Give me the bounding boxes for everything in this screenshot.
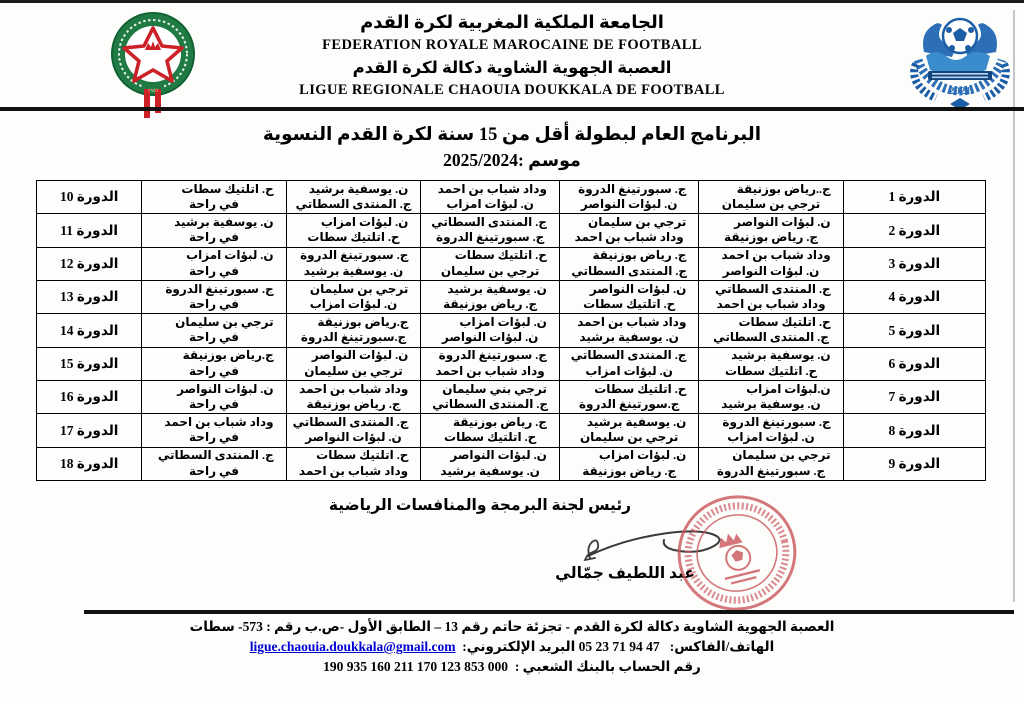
- match-cell: [286, 214, 421, 247]
- round-number-right: الدورة 2: [843, 214, 985, 247]
- away-team: وداد شباب بن احمد: [716, 297, 826, 312]
- away-team: ج. رياض بوزنيقة: [443, 297, 538, 312]
- home-team: ن. لبؤات امزاب: [320, 214, 409, 229]
- rest-label: في راحة: [189, 263, 239, 278]
- away-team: ترجي بن سليمان: [304, 363, 403, 378]
- rest-label: في راحة: [189, 297, 239, 312]
- home-team: ج. سبورتينغ الدروة: [438, 348, 547, 363]
- away-team: ج. رياض بوزنيقة: [724, 230, 819, 245]
- round-number-left: الدورة 14: [37, 314, 142, 347]
- rest-label: في راحة: [189, 363, 239, 378]
- table-row: [37, 181, 986, 214]
- match-cell: [699, 181, 843, 214]
- home-team: ترجي بن سليمان: [587, 214, 687, 229]
- match-cell: [286, 414, 421, 447]
- phone-number: 05 23 71 94 47: [578, 639, 660, 654]
- home-team: ن. لبؤات النواصر: [589, 281, 687, 296]
- away-team: وداد شباب بن احمد: [574, 230, 684, 245]
- document-title: البرنامج العام لبطولة أقل من 15 سنة لكرة القدم النسوية: [262, 125, 762, 145]
- header-divider: [0, 107, 1024, 111]
- footer-address: العصبة الجهوية الشاوية دكالة لكرة القدم - تجزئة حاتم رقم 13 – الطابق الأول -ص.ب رقم : 573- سطات: [189, 619, 835, 634]
- match-cell: [559, 214, 699, 247]
- home-team: ترجي بن سليمان: [732, 448, 831, 463]
- match-cell: [286, 314, 421, 347]
- phone-label: الهاتف/الفاكس:: [669, 639, 775, 654]
- home-team: ج. المنتدى السطاتي: [714, 281, 831, 296]
- home-team: ح. اتلتيك سطات: [738, 314, 831, 329]
- round-number-left: الدورة 15: [37, 347, 142, 380]
- away-team: ج.سورتينغ الدروة: [578, 397, 680, 412]
- match-cell: [699, 447, 843, 480]
- home-team: ج. المنتدى السطاتي: [431, 214, 547, 229]
- home-team: وداد شباب بن احمد: [299, 381, 409, 396]
- logo-year: 2021: [949, 85, 971, 97]
- away-team: ح. اتلتيك سطات: [724, 363, 818, 378]
- away-team: ن. لبؤات النواصر: [580, 197, 678, 212]
- away-team: ج. المنتدى السطاتي: [571, 263, 688, 278]
- away-team: ح. اتلتيك سطات: [583, 297, 676, 312]
- email-label: البريد الإلكتروني:: [462, 639, 576, 654]
- home-team: وداد شباب بن احمد: [437, 181, 547, 196]
- match-cell: [559, 380, 699, 413]
- rest-cell: [142, 347, 286, 380]
- resting-team: ج. سبورتينغ الدروة: [165, 281, 274, 296]
- home-team: ج. المنتدى السطاتي: [292, 414, 409, 429]
- match-cell: [286, 181, 421, 214]
- resting-team: ن. لبؤات النواصر: [177, 381, 274, 396]
- away-team: ج. سبورتينغ الدروة: [436, 230, 545, 245]
- away-team: ن. لبؤات النواصر: [305, 430, 402, 445]
- home-team: ج. سبورتينغ الدروة: [578, 181, 687, 196]
- home-team: ح. اتلتيك سطات: [316, 448, 409, 463]
- match-cell: [421, 280, 560, 313]
- footer-contacts: [0, 639, 1024, 655]
- away-team: ترجي بن سليمان: [579, 430, 679, 445]
- season-subtitle: موسم :2025/2024: [443, 150, 581, 170]
- away-team: ترجي بن سليمان: [440, 263, 540, 278]
- home-team: ن. يوسفية برشيد: [731, 348, 831, 363]
- rest-cell: [142, 447, 286, 480]
- away-team: ن. لبؤات النواصر: [441, 330, 539, 345]
- match-cell: [699, 280, 843, 313]
- match-cell: [559, 447, 699, 480]
- table-row: [37, 280, 986, 313]
- round-number-left: الدورة 13: [37, 280, 142, 313]
- table-row: [37, 314, 986, 347]
- home-team: ن. يوسفية برشيد: [586, 414, 687, 429]
- round-number-right: الدورة 8: [843, 414, 985, 447]
- email-link[interactable]: ligue.chaouia.doukkala@gmail.com: [249, 639, 456, 654]
- match-cell: [699, 414, 843, 447]
- away-team: ج. المنتدى السطاتي: [713, 330, 829, 345]
- match-cell: [421, 181, 560, 214]
- match-cell: [559, 280, 699, 313]
- away-team: ح. اتلتيك سطات: [307, 230, 400, 245]
- rest-label: في راحة: [189, 230, 239, 245]
- match-cell: [699, 247, 843, 280]
- match-cell: [559, 347, 699, 380]
- rest-cell: [142, 314, 286, 347]
- match-cell: [286, 247, 421, 280]
- away-team: ج. المنتدى السطاتي: [295, 197, 412, 212]
- match-cell: [559, 181, 699, 214]
- resting-team: ح. اتلتيك سطات: [181, 181, 274, 196]
- rest-cell: [142, 214, 286, 247]
- away-team: ج. المنتدى السطاتي: [432, 397, 548, 412]
- match-cell: [286, 347, 421, 380]
- round-number-right: الدورة 1: [843, 181, 985, 214]
- footer-divider: [84, 610, 1014, 614]
- match-cell: [286, 447, 421, 480]
- away-team: ج.سبورتينغ الدروة: [300, 330, 407, 345]
- away-team: ترجي بن سليمان: [721, 197, 821, 212]
- rest-label: في راحة: [189, 463, 239, 478]
- match-cell: [421, 447, 560, 480]
- rest-cell: [142, 247, 286, 280]
- round-number-right: الدورة 7: [843, 380, 985, 413]
- resting-team: وداد شباب بن احمد: [164, 414, 274, 429]
- home-team: ن. لبؤات امزاب: [598, 448, 687, 463]
- home-team: ج. سبورتينغ الدروة: [722, 414, 831, 429]
- match-cell: [286, 380, 421, 413]
- rest-cell: [142, 414, 286, 447]
- round-number-left: الدورة 10: [37, 181, 142, 214]
- account-label: رقم الحساب بالبنك الشعبي :: [514, 659, 701, 674]
- home-team: ج. رياض بوزنيقة: [592, 248, 687, 263]
- away-team: وداد شباب بن احمد: [298, 463, 409, 478]
- round-number-left: الدورة 18: [37, 447, 142, 480]
- home-team: ن.لبؤات امزاب: [746, 381, 831, 396]
- federation-title-arabic: الجامعة الملكية المغربية لكرة القدم: [360, 12, 664, 32]
- home-team: ن. لبؤات امزاب: [459, 314, 547, 329]
- match-cell: [421, 314, 560, 347]
- away-team: ن. لبؤات امزاب: [727, 430, 815, 445]
- home-team: ن. يوسفية برشيد: [308, 181, 409, 196]
- resting-team: ن. لبؤات امزاب: [186, 248, 274, 263]
- away-team: ج. سبورتينغ الدروة: [716, 463, 826, 478]
- home-team: ح. اتلتيك سطات: [594, 381, 687, 396]
- rest-label: في راحة: [189, 397, 239, 412]
- round-number-right: الدورة 5: [843, 314, 985, 347]
- home-team: ج. سبورتينغ الدروة: [300, 248, 409, 263]
- round-number-right: الدورة 6: [843, 347, 985, 380]
- home-team: ج. المنتدى السطاتي: [570, 348, 687, 363]
- home-team: ج.رياض بوزنيقة: [317, 314, 409, 329]
- home-team: وداد شباب بن احمد: [721, 248, 831, 263]
- away-team: وداد شباب بن احمد: [435, 363, 545, 378]
- match-cell: [559, 247, 699, 280]
- match-cell: [559, 414, 699, 447]
- committee-title: رئيس لجنة البرمجة والمنافسات الرياضية: [328, 497, 632, 514]
- away-team: ن. يوسفية برشيد: [721, 397, 821, 412]
- home-team: ج..رياض بوزنيقة: [736, 181, 831, 196]
- table-row: [37, 347, 986, 380]
- official-stamp: [674, 492, 800, 614]
- signatory-name: عبد اللطيف جمّالي: [555, 565, 695, 582]
- table-row: [37, 380, 986, 413]
- away-team: ن. لبؤات امزاب: [585, 363, 673, 378]
- resting-team: ترجي بن سليمان: [175, 314, 274, 329]
- home-team: ن. لبؤات النواصر: [311, 348, 409, 363]
- rest-cell: [142, 380, 286, 413]
- top-border-line: [0, 0, 1024, 3]
- footer-bank-account: [0, 659, 1024, 675]
- home-team: ج. رياض بوزنيقة: [452, 414, 547, 429]
- home-team: ترجي بن سليمان: [309, 281, 409, 296]
- match-cell: [699, 380, 843, 413]
- match-cell: [699, 314, 843, 347]
- table-row: [37, 447, 986, 480]
- away-team: ج. رياض بوزنيقة: [582, 463, 677, 478]
- match-cell: [559, 314, 699, 347]
- rest-cell: [142, 280, 286, 313]
- table-row: [37, 414, 986, 447]
- resting-team: ج. المنتدى السطاتي: [157, 448, 274, 463]
- match-cell: [699, 347, 843, 380]
- away-team: ج. رياض بوزنيقة: [306, 397, 401, 412]
- home-team: وداد شباب بن احمد: [577, 314, 687, 329]
- away-team: ن. لبؤات النواصر: [722, 263, 820, 278]
- away-team: ن. لبؤات امزاب: [309, 297, 398, 312]
- away-team: ن. يوسفية برشيد: [579, 330, 679, 345]
- round-number-right: الدورة 9: [843, 447, 985, 480]
- resting-team: ج.رياض بوزنيقة: [182, 348, 274, 363]
- home-team: ترجي بني سليمان: [442, 381, 547, 396]
- svg-text:١٩٥٦: ١٩٥٦: [147, 88, 159, 94]
- account-number: 190 935 160 211 170 123 853 000: [323, 659, 509, 674]
- round-number-left: الدورة 17: [37, 414, 142, 447]
- match-cell: [421, 214, 560, 247]
- table-row: [37, 214, 986, 247]
- match-cell: [286, 280, 421, 313]
- table-row: [37, 247, 986, 280]
- schedule-table: [36, 180, 986, 481]
- match-cell: [699, 214, 843, 247]
- rest-cell: [142, 181, 286, 214]
- round-number-left: الدورة 16: [37, 380, 142, 413]
- match-cell: [421, 414, 560, 447]
- round-number-left: الدورة 12: [37, 247, 142, 280]
- match-cell: [421, 247, 560, 280]
- home-team: ن. لبؤات النواصر: [450, 448, 547, 463]
- away-team: ن. يوسفية برشيد: [303, 263, 404, 278]
- match-cell: [421, 347, 560, 380]
- away-team: ن. لبؤات امزاب: [446, 197, 534, 212]
- federation-title-french: FEDERATION ROYALE MAROCAINE DE FOOTBALL: [322, 37, 702, 53]
- league-title-arabic: العصبة الجهوية الشاوية دكالة لكرة القدم: [352, 58, 672, 77]
- round-number-right: الدورة 4: [843, 280, 985, 313]
- home-team: ن. لبؤات النواصر: [734, 214, 831, 229]
- rest-label: في راحة: [189, 197, 239, 212]
- home-team: ن. يوسفية برشيد: [447, 281, 547, 296]
- league-title-french: LIGUE REGIONALE CHAOUIA DOUKKALA DE FOOTBALL: [299, 82, 725, 98]
- round-number-left: الدورة 11: [37, 214, 142, 247]
- rest-label: في راحة: [189, 430, 239, 445]
- match-cell: [421, 380, 560, 413]
- rest-label: في راحة: [189, 330, 239, 345]
- home-team: ح. اتلتيك سطات: [454, 248, 547, 263]
- resting-team: ن. يوسفية برشيد: [174, 214, 274, 229]
- away-team: ن. يوسفية برشيد: [440, 463, 540, 478]
- away-team: ح. اتلتيك سطات: [444, 430, 537, 445]
- round-number-right: الدورة 3: [843, 247, 985, 280]
